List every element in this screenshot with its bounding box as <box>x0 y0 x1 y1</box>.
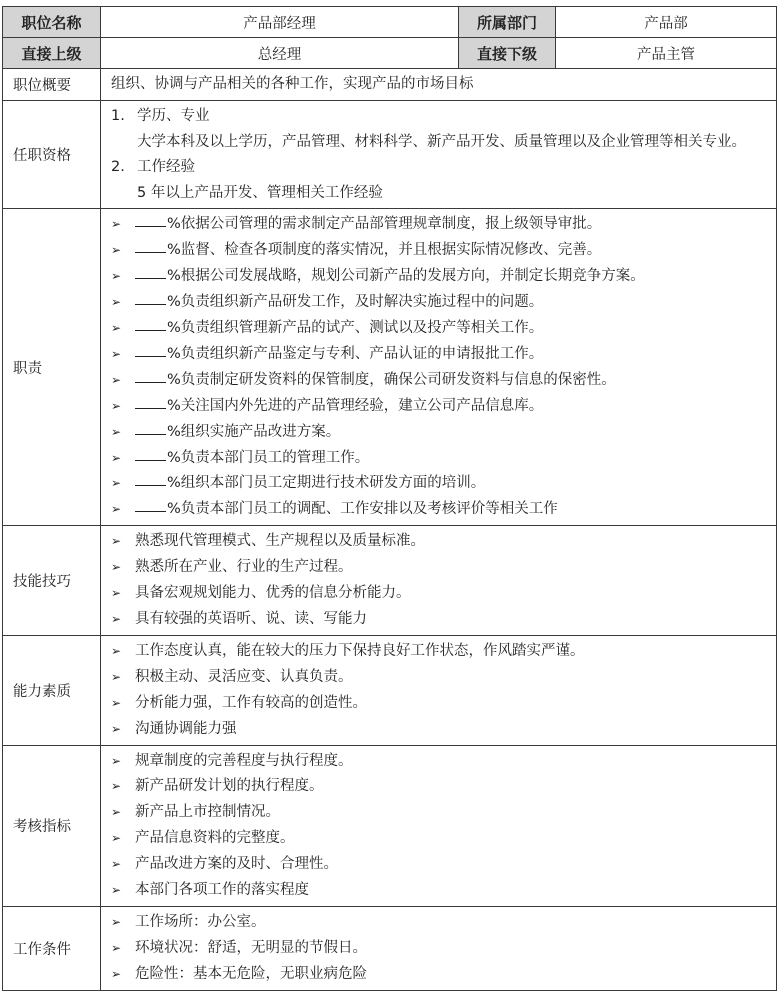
list-item <box>111 607 768 633</box>
bullet-arrow-icon: ➢ <box>111 611 122 626</box>
bullet-arrow-icon: ➢ <box>111 883 122 898</box>
qualifications-row <box>3 101 777 209</box>
list-item <box>111 238 768 264</box>
superior-label: 直接上级 <box>3 38 101 69</box>
summary-text: 组织、协调与产品相关的各种工作，实现产品的市场目标 <box>111 76 474 93</box>
bullet-arrow-icon: ➢ <box>111 857 122 872</box>
list-item-text: 产品改进方案的及时、合理性。 <box>135 856 338 873</box>
list-item <box>111 749 768 775</box>
superior-value: 总经理 <box>101 38 459 69</box>
percentage-blank <box>135 471 166 486</box>
list-item <box>111 316 768 342</box>
list-item-text: %负责制定研发资料的保管制度，确保公司研发资料与信息的保密性。 <box>167 371 616 388</box>
bullet-arrow-icon: ➢ <box>111 779 122 794</box>
bullet-arrow-icon: ➢ <box>111 831 122 846</box>
list-item <box>111 852 768 878</box>
list-item-text: %组织实施产品改进方案。 <box>167 423 341 440</box>
subordinate-label: 直接下级 <box>459 38 556 69</box>
list-item-text: %根据公司发展战略，规划公司新产品的发展方向，并制定长期竞争方案。 <box>167 268 645 285</box>
position-label: 职位名称 <box>3 7 101 38</box>
header-row-2 <box>3 38 777 69</box>
qualification-item <box>111 104 768 130</box>
list-item-text: %监督、检查各项制度的落实情况，并且根据实际情况修改、完善。 <box>167 242 602 259</box>
qualification-number: 1. <box>111 108 125 124</box>
list-item <box>111 446 768 472</box>
list-item <box>111 394 768 420</box>
list-item <box>111 471 768 497</box>
list-item-text: 危险性：基本无危险，无职业病危险 <box>135 965 367 982</box>
kpis-label: 考核指标 <box>3 745 101 906</box>
competencies-list <box>101 635 777 745</box>
bullet-arrow-icon: ➢ <box>111 450 122 465</box>
bullet-arrow-icon: ➢ <box>111 372 122 387</box>
list-item <box>111 290 768 316</box>
list-item <box>111 665 768 691</box>
list-item-text: 熟悉所在产业、行业的生产过程。 <box>135 559 353 576</box>
list-item-text: 积极主动、灵活应变、认真负责。 <box>135 668 353 685</box>
percentage-blank <box>135 316 166 331</box>
bullet-arrow-icon: ➢ <box>111 940 122 955</box>
competencies-label: 能力素质 <box>3 635 101 745</box>
bullet-arrow-icon: ➢ <box>111 398 122 413</box>
qualification-title: 学历、专业 <box>137 108 210 124</box>
bullet-arrow-icon: ➢ <box>111 243 122 258</box>
summary-label: 职位概要 <box>3 69 101 101</box>
list-item-text: %关注国内外先进的产品管理经验，建立公司产品信息库。 <box>167 397 544 414</box>
bullet-arrow-icon: ➢ <box>111 321 122 335</box>
list-item-text: 具有较强的英语听、说、读、写能力 <box>135 610 367 627</box>
bullet-arrow-icon: ➢ <box>111 586 122 601</box>
bullet-arrow-icon: ➢ <box>111 560 122 575</box>
competencies-row <box>3 635 777 745</box>
skills-row <box>3 526 777 636</box>
list-item-text: 产品信息资料的完整度。 <box>135 830 295 847</box>
skills-list <box>101 526 777 636</box>
duties-list <box>101 209 777 526</box>
department-label: 所属部门 <box>459 7 556 38</box>
list-item <box>111 581 768 607</box>
list-item <box>111 342 768 368</box>
bullet-arrow-icon: ➢ <box>111 269 122 284</box>
bullet-arrow-icon: ➢ <box>111 346 122 361</box>
list-item-text: %负责组织新产品鉴定与专利、产品认证的申请报批工作。 <box>167 345 544 362</box>
bullet-arrow-icon: ➢ <box>111 643 122 658</box>
bullet-arrow-icon: ➢ <box>111 295 122 310</box>
kpis-row <box>3 745 777 906</box>
list-item-text: 新产品上市控制情况。 <box>135 804 280 821</box>
duties-label: 职责 <box>3 209 101 526</box>
list-item <box>111 962 768 988</box>
list-item-text: 本部门各项工作的落实程度 <box>135 882 309 899</box>
list-item-text: 工作场所：办公室。 <box>135 913 266 930</box>
list-item <box>111 936 768 962</box>
bullet-arrow-icon: ➢ <box>111 669 122 684</box>
percentage-blank <box>135 497 166 512</box>
list-item-text: 沟通协调能力强 <box>135 720 237 737</box>
list-item-text: 熟悉现代管理模式、生产规程以及质量标准。 <box>135 533 425 550</box>
job-description-table <box>2 6 777 991</box>
conditions-list <box>101 906 777 990</box>
list-item-text: %负责本部门员工的调配、工作安排以及考核评价等相关工作 <box>167 501 558 518</box>
bullet-arrow-icon: ➢ <box>111 476 122 491</box>
list-item <box>111 497 768 523</box>
duties-row <box>3 209 777 526</box>
percentage-blank <box>135 420 166 435</box>
list-item-text: 规章制度的完善程度与执行程度。 <box>135 752 353 769</box>
conditions-row <box>3 906 777 990</box>
list-item <box>111 555 768 581</box>
list-item <box>111 529 768 555</box>
list-item-text: 新产品研发计划的执行程度。 <box>135 778 324 795</box>
list-item <box>111 910 768 936</box>
list-item <box>111 368 768 394</box>
list-item <box>111 717 768 743</box>
bullet-arrow-icon: ➢ <box>111 217 122 232</box>
bullet-arrow-icon: ➢ <box>111 534 122 549</box>
list-item-text: %组织本部门员工定期进行技术研发方面的培训。 <box>167 475 486 492</box>
list-item <box>111 691 768 717</box>
department-value: 产品部 <box>556 7 777 38</box>
percentage-blank <box>135 368 166 383</box>
kpis-list <box>101 745 777 906</box>
list-item <box>111 774 768 800</box>
percentage-blank <box>135 394 166 409</box>
bullet-arrow-icon: ➢ <box>111 721 122 736</box>
list-item-text: %负责本部门员工的管理工作。 <box>167 449 370 466</box>
subordinate-value: 产品主管 <box>556 38 777 69</box>
percentage-blank <box>135 212 166 227</box>
bullet-arrow-icon: ➢ <box>111 424 122 439</box>
list-item <box>111 420 768 446</box>
list-item <box>111 212 768 238</box>
bullet-arrow-icon: ➢ <box>111 695 122 710</box>
bullet-arrow-icon: ➢ <box>111 966 122 981</box>
position-value: 产品部经理 <box>101 7 459 38</box>
bullet-arrow-icon: ➢ <box>111 502 122 517</box>
qualification-item <box>111 155 768 181</box>
conditions-label: 工作条件 <box>3 906 101 990</box>
list-item-text: 具备宏观规划能力、优秀的信息分析能力。 <box>135 585 411 602</box>
percentage-blank <box>135 238 166 253</box>
qualifications-label: 任职资格 <box>3 101 101 209</box>
list-item-text: %依据公司管理的需求制定产品部管理规章制度，报上级领导审批。 <box>167 216 602 233</box>
list-item-text: 环境状况：舒适，无明显的节假日。 <box>135 939 367 956</box>
percentage-blank <box>135 264 166 279</box>
skills-label: 技能技巧 <box>3 526 101 636</box>
qualification-detail: 大学本科及以上学历，产品管理、材料科学、新产品开发、质量管理以及企业管理等相关专业。 <box>137 133 746 150</box>
qualification-title: 工作经验 <box>137 159 195 176</box>
list-item <box>111 878 768 904</box>
qualification-number: 2. <box>111 159 125 176</box>
list-item-text: 分析能力强，工作有较高的创造性。 <box>135 694 367 711</box>
summary-row <box>3 69 777 101</box>
list-item-text: %负责组织管理新产品的试产、测试以及投产等相关工作。 <box>167 320 544 336</box>
list-item-text: 工作态度认真，能在较大的压力下保持良好工作状态，作风踏实严谨。 <box>135 642 585 659</box>
percentage-blank <box>135 446 166 461</box>
percentage-blank <box>135 290 166 305</box>
percentage-blank <box>135 342 166 357</box>
list-item <box>111 639 768 665</box>
qualification-detail: 5 年以上产品开发、管理相关工作经验 <box>137 184 383 201</box>
list-item <box>111 264 768 290</box>
list-item <box>111 800 768 826</box>
list-item-text: %负责组织新产品研发工作，及时解决实施过程中的问题。 <box>167 294 544 311</box>
header-row-1 <box>3 7 777 38</box>
bullet-arrow-icon: ➢ <box>111 805 122 820</box>
bullet-arrow-icon: ➢ <box>111 753 122 768</box>
list-item <box>111 826 768 852</box>
bullet-arrow-icon: ➢ <box>111 914 122 929</box>
